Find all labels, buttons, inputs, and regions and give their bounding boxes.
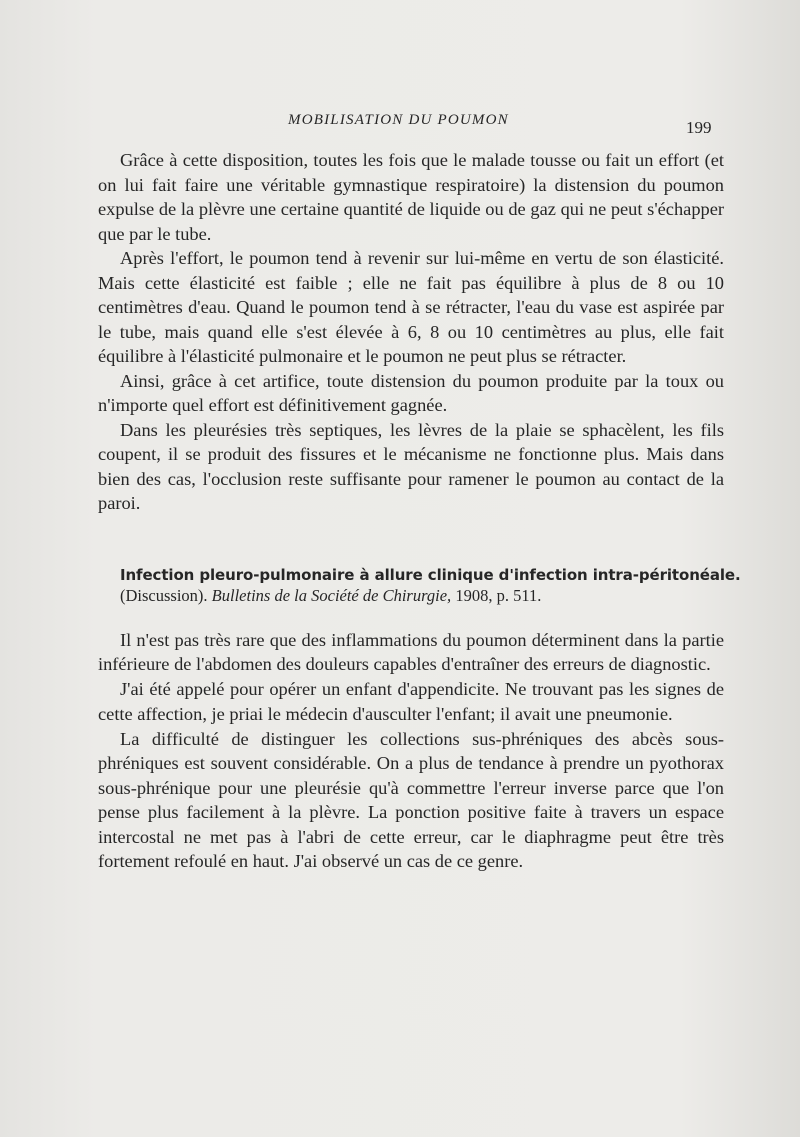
paragraph: Après l'effort, le poumon tend à revenir sur lui-même en vertu de son élasticité. Mais cette élasticité est faible ; elle ne fait pas équilibre à plus de 8 ou 10 centimètres d'eau. Quand le poumon tend à se rétracter, l'eau du vase est aspirée par le tube, mais quand elle s'est élevée à 6, 8 ou 10 centimètres au plus, elle fait équilibre à l'élasticité pulmonaire et le poumon ne peut plus se rétracter. — [98, 248, 724, 366]
section-reference — [98, 586, 724, 606]
paragraph: La difficulté de distinguer les collections sus-phréniques des abcès sous-phréniques est souvent considérable. On a plus de tendance à prendre un pyothorax sous-phrénique pour une pleurésie qu'à commettre l'erreur inverse parce que l'on pense plus facilement à la plèvre. La ponction positive faite à travers un espace intercostal ne met pas à l'abri de cette erreur, car le diaphragme peut être très fortement refoulé en haut. J'ai observé un cas de ce genre. — [98, 728, 724, 871]
section-body — [98, 628, 724, 874]
paragraph: Ainsi, grâce à cet artifice, toute distension du poumon produite par la toux ou n'importe quel effort est définitivement gagnée. — [98, 370, 724, 415]
paragraph: Grâce à cette disposition, toutes les fois que le malade tousse ou fait un effort (et on lui fait faire une véritable gymnastique respiratoire) la distension du poumon expulse de la plèvre une certaine quantité de liquide ou de gaz qui ne peut s'échapper que par le tube. — [98, 150, 724, 244]
running-title: MOBILISATION DU POUMON — [288, 112, 509, 128]
paragraph: Il n'est pas très rare que des inflammations du poumon déterminent dans la partie inférieure de l'abdomen des douleurs capables d'entraîner des erreurs de diagnostic. — [98, 629, 724, 674]
reference-prefix: (Discussion). — [120, 585, 208, 605]
section — [98, 564, 741, 874]
page-header — [0, 112, 800, 136]
paragraph: Dans les pleurésies très septiques, les lèvres de la plaie se sphacèlent, les fils coupent, il se produit des fissures et le mécanisme ne fonctionne plus. Mais dans bien des cas, l'occlusion reste suffisante pour ramener le poumon au contact de la paroi. — [98, 419, 724, 513]
paragraph: J'ai été appelé pour opérer un enfant d'appendicite. Ne trouvant pas les signes de cette affection, je priai le médecin d'ausculter l'enfant; il avait une pneumonie. — [98, 679, 724, 724]
reference-details: 1908, p. 511. — [455, 585, 542, 605]
section-title: Infection pleuro-pulmonaire à allure clinique d'infection intra-péritonéale. — [120, 565, 741, 584]
body-text — [98, 148, 741, 874]
reference-journal: Bulletins de la Société de Chirurgie, — [211, 585, 452, 605]
page-number: 199 — [686, 118, 712, 137]
